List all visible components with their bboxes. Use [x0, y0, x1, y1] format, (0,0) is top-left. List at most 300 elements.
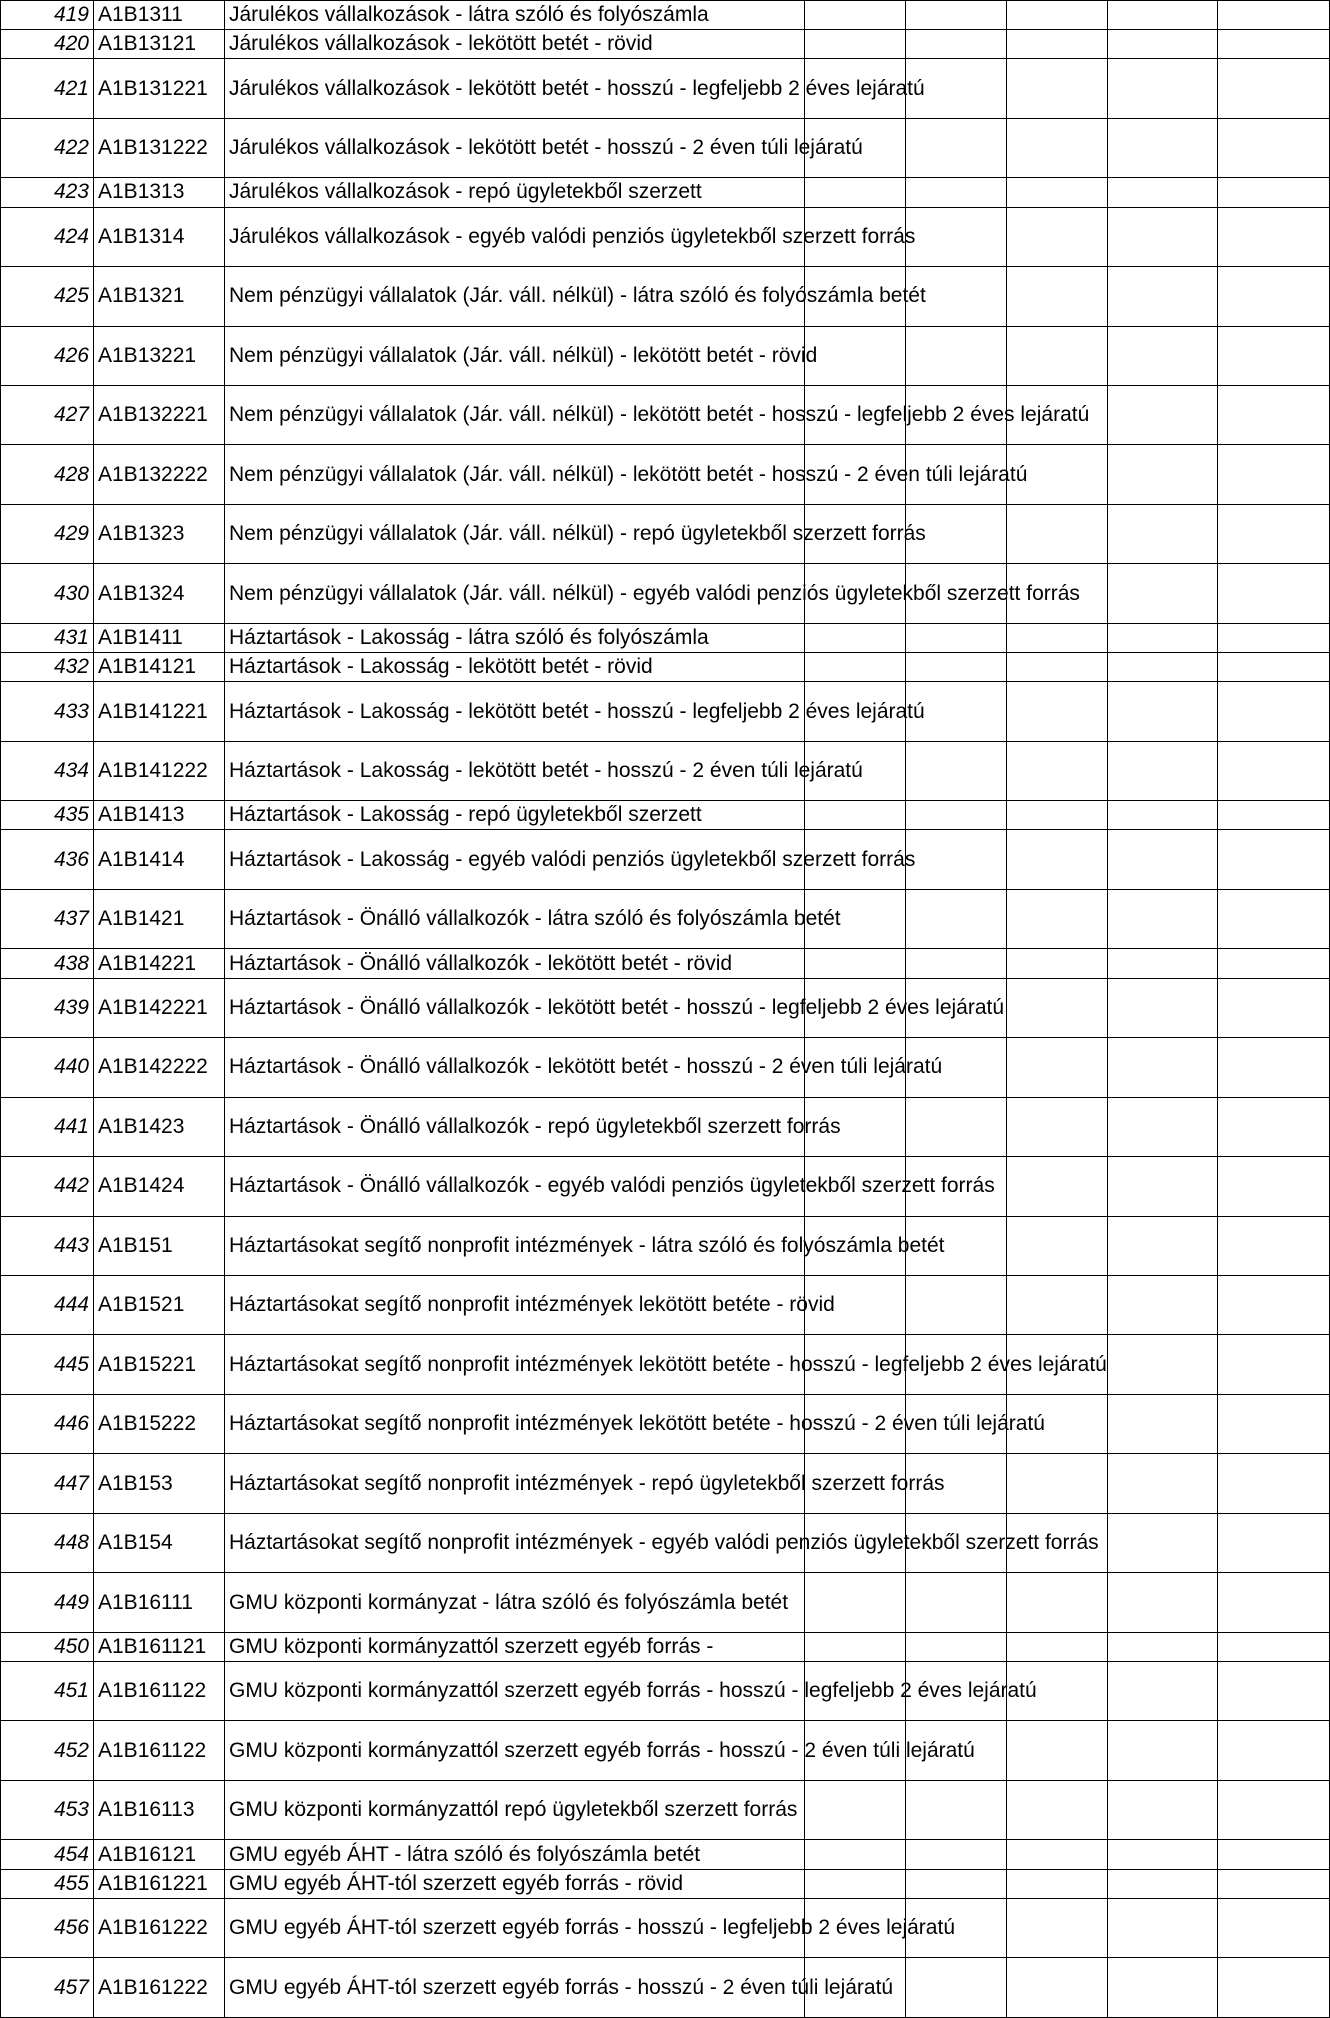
value-cell	[906, 1632, 1007, 1661]
row-number: 419	[1, 1, 94, 30]
value-cell	[1218, 830, 1330, 889]
row-description: Járulékos vállalkozások - repó ügyletekből szerzett	[225, 178, 805, 207]
value-cell	[1108, 1958, 1218, 2018]
row-number: 431	[1, 623, 94, 652]
value-cell	[906, 1573, 1007, 1632]
value-cell	[1007, 978, 1108, 1037]
value-cell	[1218, 1513, 1330, 1572]
row-number: 445	[1, 1335, 94, 1394]
row-description: Nem pénzügyi vállalatok (Jár. váll. nélkül) - repó ügyletekből szerzett forrás	[225, 504, 805, 563]
row-code: A1B1323	[94, 504, 225, 563]
row-code: A1B131221	[94, 59, 225, 118]
value-cell	[1007, 889, 1108, 948]
table-row	[1, 949, 1330, 978]
value-cell	[906, 889, 1007, 948]
value-cell	[1218, 741, 1330, 800]
value-cell	[906, 118, 1007, 177]
table-row	[1, 1721, 1330, 1780]
row-number: 422	[1, 118, 94, 177]
row-number: 436	[1, 830, 94, 889]
value-cell	[906, 1958, 1007, 2018]
value-cell	[1007, 118, 1108, 177]
value-cell	[1108, 1157, 1218, 1216]
value-cell	[1108, 1038, 1218, 1097]
row-code: A1B161222	[94, 1898, 225, 1957]
row-number: 456	[1, 1898, 94, 1957]
value-cell	[1218, 1394, 1330, 1453]
value-cell	[906, 178, 1007, 207]
value-cell	[1218, 1, 1330, 30]
value-cell	[805, 1632, 906, 1661]
table-row	[1, 1869, 1330, 1898]
row-description: Háztartások - Önálló vállalkozók - repó ügyletekből szerzett forrás	[225, 1097, 805, 1156]
row-number: 454	[1, 1840, 94, 1869]
table-row	[1, 326, 1330, 385]
value-cell	[906, 1, 1007, 30]
row-code: A1B161122	[94, 1662, 225, 1721]
value-cell	[805, 178, 906, 207]
value-cell	[1218, 623, 1330, 652]
table-row	[1, 504, 1330, 563]
row-code: A1B1311	[94, 1, 225, 30]
value-cell	[906, 949, 1007, 978]
table-row	[1, 801, 1330, 830]
table-row	[1, 118, 1330, 177]
value-cell	[1218, 1038, 1330, 1097]
row-description: Háztartások - Lakosság - látra szóló és folyószámla	[225, 623, 805, 652]
row-code: A1B141221	[94, 682, 225, 741]
row-code: A1B1314	[94, 207, 225, 266]
row-code: A1B141222	[94, 741, 225, 800]
value-cell	[1007, 1275, 1108, 1334]
row-description: GMU központi kormányzattól szerzett egyéb forrás -	[225, 1632, 805, 1661]
value-cell	[1108, 1573, 1218, 1632]
value-cell	[1108, 1, 1218, 30]
row-number: 442	[1, 1157, 94, 1216]
table-body	[1, 1, 1330, 2018]
row-number: 427	[1, 386, 94, 445]
row-description: GMU egyéb ÁHT-tól szerzett egyéb forrás - rövid	[225, 1869, 805, 1898]
table-row	[1, 445, 1330, 504]
row-number: 420	[1, 30, 94, 59]
row-code: A1B15221	[94, 1335, 225, 1394]
value-cell	[1007, 1573, 1108, 1632]
table-row	[1, 1513, 1330, 1572]
value-cell	[1007, 1632, 1108, 1661]
value-cell	[1108, 1662, 1218, 1721]
value-cell	[1108, 1632, 1218, 1661]
value-cell	[1218, 1721, 1330, 1780]
row-description: Járulékos vállalkozások - lekötött betét - rövid	[225, 30, 805, 59]
value-cell	[805, 1, 906, 30]
value-cell	[1007, 949, 1108, 978]
row-code: A1B16113	[94, 1780, 225, 1839]
row-number: 421	[1, 59, 94, 118]
table-row	[1, 830, 1330, 889]
row-description: Háztartások - Lakosság - repó ügyletekből szerzett	[225, 801, 805, 830]
value-cell	[1007, 1038, 1108, 1097]
row-number: 433	[1, 682, 94, 741]
value-cell	[906, 1097, 1007, 1156]
row-description: Háztartások - Lakosság - lekötött betét - rövid	[225, 653, 805, 682]
value-cell	[1007, 326, 1108, 385]
row-code: A1B16121	[94, 1840, 225, 1869]
table-row	[1, 1394, 1330, 1453]
value-cell	[1108, 504, 1218, 563]
value-cell	[1218, 326, 1330, 385]
table-row	[1, 978, 1330, 1037]
value-cell	[805, 1840, 906, 1869]
value-cell	[1218, 1573, 1330, 1632]
table-row	[1, 1097, 1330, 1156]
value-cell	[1108, 1840, 1218, 1869]
row-number: 440	[1, 1038, 94, 1097]
value-cell	[1007, 741, 1108, 800]
value-cell	[1108, 564, 1218, 623]
row-description: GMU egyéb ÁHT-tól szerzett egyéb forrás - hosszú - 2 éven túli lejáratú	[225, 1958, 805, 2018]
row-code: A1B153	[94, 1454, 225, 1513]
row-description: Nem pénzügyi vállalatok (Jár. váll. nélkül) - látra szóló és folyószámla betét	[225, 267, 805, 326]
row-description: Háztartásokat segítő nonprofit intézmények - látra szóló és folyószámla betét	[225, 1216, 805, 1275]
value-cell	[1108, 1394, 1218, 1453]
row-number: 435	[1, 801, 94, 830]
row-code: A1B132222	[94, 445, 225, 504]
value-cell	[805, 30, 906, 59]
table-row	[1, 30, 1330, 59]
value-cell	[1218, 653, 1330, 682]
value-cell	[906, 1275, 1007, 1334]
row-code: A1B1313	[94, 178, 225, 207]
value-cell	[805, 1780, 906, 1839]
row-number: 452	[1, 1721, 94, 1780]
value-cell	[1007, 653, 1108, 682]
row-code: A1B15222	[94, 1394, 225, 1453]
row-number: 448	[1, 1513, 94, 1572]
row-description: Háztartások - Lakosság - egyéb valódi penziós ügyletekből szerzett forrás	[225, 830, 805, 889]
table-row	[1, 1632, 1330, 1661]
value-cell	[1007, 1097, 1108, 1156]
row-code: A1B1324	[94, 564, 225, 623]
value-cell	[1007, 59, 1108, 118]
table-row	[1, 1157, 1330, 1216]
value-cell	[1218, 445, 1330, 504]
value-cell	[1007, 504, 1108, 563]
row-number: 441	[1, 1097, 94, 1156]
row-description: Háztartások - Lakosság - lekötött betét - hosszú - 2 éven túli lejáratú	[225, 741, 805, 800]
value-cell	[906, 326, 1007, 385]
table-row	[1, 1958, 1330, 2018]
value-cell	[1108, 741, 1218, 800]
value-cell	[1218, 267, 1330, 326]
row-number: 444	[1, 1275, 94, 1334]
value-cell	[805, 1869, 906, 1898]
row-code: A1B161222	[94, 1958, 225, 2018]
value-cell	[1218, 978, 1330, 1037]
table-row	[1, 207, 1330, 266]
row-number: 434	[1, 741, 94, 800]
row-description: Háztartásokat segítő nonprofit intézmények lekötött betéte - hosszú - 2 éven túli lejáratú	[225, 1394, 805, 1453]
value-cell	[1108, 59, 1218, 118]
table-row	[1, 267, 1330, 326]
value-cell	[805, 1573, 906, 1632]
row-code: A1B1414	[94, 830, 225, 889]
value-cell	[1007, 1840, 1108, 1869]
row-number: 437	[1, 889, 94, 948]
value-cell	[1218, 178, 1330, 207]
value-cell	[1218, 889, 1330, 948]
value-cell	[1218, 1958, 1330, 2018]
value-cell	[805, 653, 906, 682]
row-code: A1B151	[94, 1216, 225, 1275]
value-cell	[1007, 1958, 1108, 2018]
value-cell	[1218, 564, 1330, 623]
value-cell	[805, 623, 906, 652]
row-code: A1B16111	[94, 1573, 225, 1632]
value-cell	[1108, 623, 1218, 652]
table-row	[1, 1216, 1330, 1275]
value-cell	[805, 326, 906, 385]
value-cell	[805, 949, 906, 978]
value-cell	[906, 30, 1007, 59]
row-code: A1B1521	[94, 1275, 225, 1334]
value-cell	[1108, 889, 1218, 948]
row-description: Háztartásokat segítő nonprofit intézmények - repó ügyletekből szerzett forrás	[225, 1454, 805, 1513]
value-cell	[906, 830, 1007, 889]
row-number: 432	[1, 653, 94, 682]
value-cell	[1108, 1898, 1218, 1957]
row-code: A1B1411	[94, 623, 225, 652]
row-description: GMU központi kormányzattól repó ügyletekből szerzett forrás	[225, 1780, 805, 1839]
row-description: GMU központi kormányzattól szerzett egyéb forrás - hosszú - legfeljebb 2 éves lejáratú	[225, 1662, 805, 1721]
value-cell	[1218, 1898, 1330, 1957]
row-code: A1B161122	[94, 1721, 225, 1780]
row-code: A1B14121	[94, 653, 225, 682]
value-cell	[1007, 801, 1108, 830]
table-row	[1, 741, 1330, 800]
value-cell	[1007, 1216, 1108, 1275]
value-cell	[1108, 445, 1218, 504]
row-code: A1B14221	[94, 949, 225, 978]
row-number: 430	[1, 564, 94, 623]
value-cell	[1108, 653, 1218, 682]
table-row	[1, 178, 1330, 207]
row-number: 423	[1, 178, 94, 207]
value-cell	[1218, 801, 1330, 830]
row-description: GMU központi kormányzattól szerzett egyéb forrás - hosszú - 2 éven túli lejáratú	[225, 1721, 805, 1780]
value-cell	[1218, 1097, 1330, 1156]
value-cell	[1108, 207, 1218, 266]
table-row	[1, 1662, 1330, 1721]
value-cell	[1108, 326, 1218, 385]
value-cell	[1108, 1513, 1218, 1572]
row-code: A1B131222	[94, 118, 225, 177]
row-description: Háztartások - Önálló vállalkozók - egyéb valódi penziós ügyletekből szerzett forrás	[225, 1157, 805, 1216]
value-cell	[1007, 207, 1108, 266]
row-description: GMU központi kormányzat - látra szóló és folyószámla betét	[225, 1573, 805, 1632]
row-number: 451	[1, 1662, 94, 1721]
row-number: 446	[1, 1394, 94, 1453]
row-number: 426	[1, 326, 94, 385]
value-cell	[1108, 682, 1218, 741]
table-row	[1, 564, 1330, 623]
value-cell	[1108, 830, 1218, 889]
row-code: A1B13221	[94, 326, 225, 385]
value-cell	[1218, 1454, 1330, 1513]
row-description: Járulékos vállalkozások - lekötött betét - hosszú - 2 éven túli lejáratú	[225, 118, 805, 177]
value-cell	[1218, 118, 1330, 177]
row-description: Háztartásokat segítő nonprofit intézmények lekötött betéte - hosszú - legfeljebb 2 éves lejáratú	[225, 1335, 805, 1394]
row-description: Nem pénzügyi vállalatok (Jár. váll. nélkül) - egyéb valódi penziós ügyletekből szerzett forrás	[225, 564, 805, 623]
value-cell	[1007, 830, 1108, 889]
table-row	[1, 682, 1330, 741]
row-number: 425	[1, 267, 94, 326]
table-row	[1, 1, 1330, 30]
value-cell	[1007, 682, 1108, 741]
value-cell	[1218, 1216, 1330, 1275]
table-row	[1, 1780, 1330, 1839]
value-cell	[1218, 1869, 1330, 1898]
row-code: A1B1413	[94, 801, 225, 830]
value-cell	[1108, 949, 1218, 978]
row-code: A1B132221	[94, 386, 225, 445]
table-row	[1, 889, 1330, 948]
table-row	[1, 1573, 1330, 1632]
value-cell	[1218, 1662, 1330, 1721]
table-row	[1, 1454, 1330, 1513]
value-cell	[1108, 801, 1218, 830]
row-number: 457	[1, 1958, 94, 2018]
table-row	[1, 1038, 1330, 1097]
table-row	[1, 623, 1330, 652]
row-description: Háztartásokat segítő nonprofit intézmények - egyéb valódi penziós ügyletekből szerzett forrás	[225, 1513, 805, 1572]
row-description: GMU egyéb ÁHT - látra szóló és folyószámla betét	[225, 1840, 805, 1869]
value-cell	[1108, 1275, 1218, 1334]
row-number: 428	[1, 445, 94, 504]
value-cell	[1108, 1721, 1218, 1780]
value-cell	[906, 1780, 1007, 1839]
value-cell	[1108, 30, 1218, 59]
row-number: 453	[1, 1780, 94, 1839]
value-cell	[1218, 1632, 1330, 1661]
value-cell	[1007, 1869, 1108, 1898]
value-cell	[1108, 978, 1218, 1037]
table-row	[1, 1275, 1330, 1334]
value-cell	[1007, 267, 1108, 326]
row-number: 449	[1, 1573, 94, 1632]
value-cell	[1007, 1780, 1108, 1839]
value-cell	[1007, 1157, 1108, 1216]
value-cell	[1218, 504, 1330, 563]
value-cell	[1007, 1898, 1108, 1957]
value-cell	[1007, 1, 1108, 30]
table-row	[1, 59, 1330, 118]
row-description: Járulékos vállalkozások - egyéb valódi penziós ügyletekből szerzett forrás	[225, 207, 805, 266]
row-number: 443	[1, 1216, 94, 1275]
value-cell	[1218, 59, 1330, 118]
value-cell	[1108, 118, 1218, 177]
row-code: A1B1423	[94, 1097, 225, 1156]
row-description: Háztartások - Önálló vállalkozók - lekötött betét - hosszú - legfeljebb 2 éves lejáratú	[225, 978, 805, 1037]
value-cell	[1218, 682, 1330, 741]
row-code: A1B142222	[94, 1038, 225, 1097]
value-cell	[1218, 1840, 1330, 1869]
table-row	[1, 386, 1330, 445]
value-cell	[1007, 178, 1108, 207]
value-cell	[1108, 178, 1218, 207]
row-description: Járulékos vállalkozások - lekötött betét - hosszú - legfeljebb 2 éves lejáratú	[225, 59, 805, 118]
row-number: 439	[1, 978, 94, 1037]
value-cell	[906, 653, 1007, 682]
value-cell	[1218, 1780, 1330, 1839]
value-cell	[1218, 1275, 1330, 1334]
row-code: A1B1421	[94, 889, 225, 948]
value-cell	[805, 801, 906, 830]
row-code: A1B142221	[94, 978, 225, 1037]
row-code: A1B154	[94, 1513, 225, 1572]
value-cell	[906, 1869, 1007, 1898]
value-cell	[1108, 267, 1218, 326]
row-description: Nem pénzügyi vállalatok (Jár. váll. nélkül) - lekötött betét - rövid	[225, 326, 805, 385]
value-cell	[1218, 207, 1330, 266]
row-number: 455	[1, 1869, 94, 1898]
value-cell	[906, 1840, 1007, 1869]
value-cell	[1218, 386, 1330, 445]
value-cell	[1218, 1335, 1330, 1394]
value-cell	[1108, 386, 1218, 445]
value-cell	[1108, 1097, 1218, 1156]
value-cell	[1218, 30, 1330, 59]
row-code: A1B13121	[94, 30, 225, 59]
row-code: A1B1321	[94, 267, 225, 326]
value-cell	[1007, 623, 1108, 652]
row-description: Háztartások - Önálló vállalkozók - látra szóló és folyószámla betét	[225, 889, 805, 948]
value-cell	[1108, 1869, 1218, 1898]
row-description: Járulékos vállalkozások - látra szóló és folyószámla	[225, 1, 805, 30]
row-description: Nem pénzügyi vállalatok (Jár. váll. nélkül) - lekötött betét - hosszú - 2 éven túli lejáratú	[225, 445, 805, 504]
row-description: Nem pénzügyi vállalatok (Jár. váll. nélkül) - lekötött betét - hosszú - legfeljebb 2 éves lejáratú	[225, 386, 805, 445]
table-row	[1, 1840, 1330, 1869]
value-cell	[906, 741, 1007, 800]
row-description: Háztartások - Lakosság - lekötött betét - hosszú - legfeljebb 2 éves lejáratú	[225, 682, 805, 741]
row-code: A1B161121	[94, 1632, 225, 1661]
row-number: 429	[1, 504, 94, 563]
row-number: 424	[1, 207, 94, 266]
table-row	[1, 1335, 1330, 1394]
row-description: Háztartásokat segítő nonprofit intézmények lekötött betéte - rövid	[225, 1275, 805, 1334]
table-row	[1, 653, 1330, 682]
value-cell	[1108, 1454, 1218, 1513]
value-cell	[1108, 1780, 1218, 1839]
value-cell	[1007, 1454, 1108, 1513]
value-cell	[1108, 1335, 1218, 1394]
value-cell	[906, 623, 1007, 652]
row-code: A1B161221	[94, 1869, 225, 1898]
value-cell	[1007, 30, 1108, 59]
value-cell	[1108, 1216, 1218, 1275]
row-description: Háztartások - Önálló vállalkozók - lekötött betét - rövid	[225, 949, 805, 978]
row-description: GMU egyéb ÁHT-tól szerzett egyéb forrás - hosszú - legfeljebb 2 éves lejáratú	[225, 1898, 805, 1957]
row-code: A1B1424	[94, 1157, 225, 1216]
row-number: 438	[1, 949, 94, 978]
value-cell	[1218, 949, 1330, 978]
row-number: 450	[1, 1632, 94, 1661]
row-description: Háztartások - Önálló vállalkozók - lekötött betét - hosszú - 2 éven túli lejáratú	[225, 1038, 805, 1097]
value-cell	[906, 207, 1007, 266]
value-cell	[1218, 1157, 1330, 1216]
table-row	[1, 1898, 1330, 1957]
value-cell	[906, 801, 1007, 830]
value-cell	[1007, 1721, 1108, 1780]
